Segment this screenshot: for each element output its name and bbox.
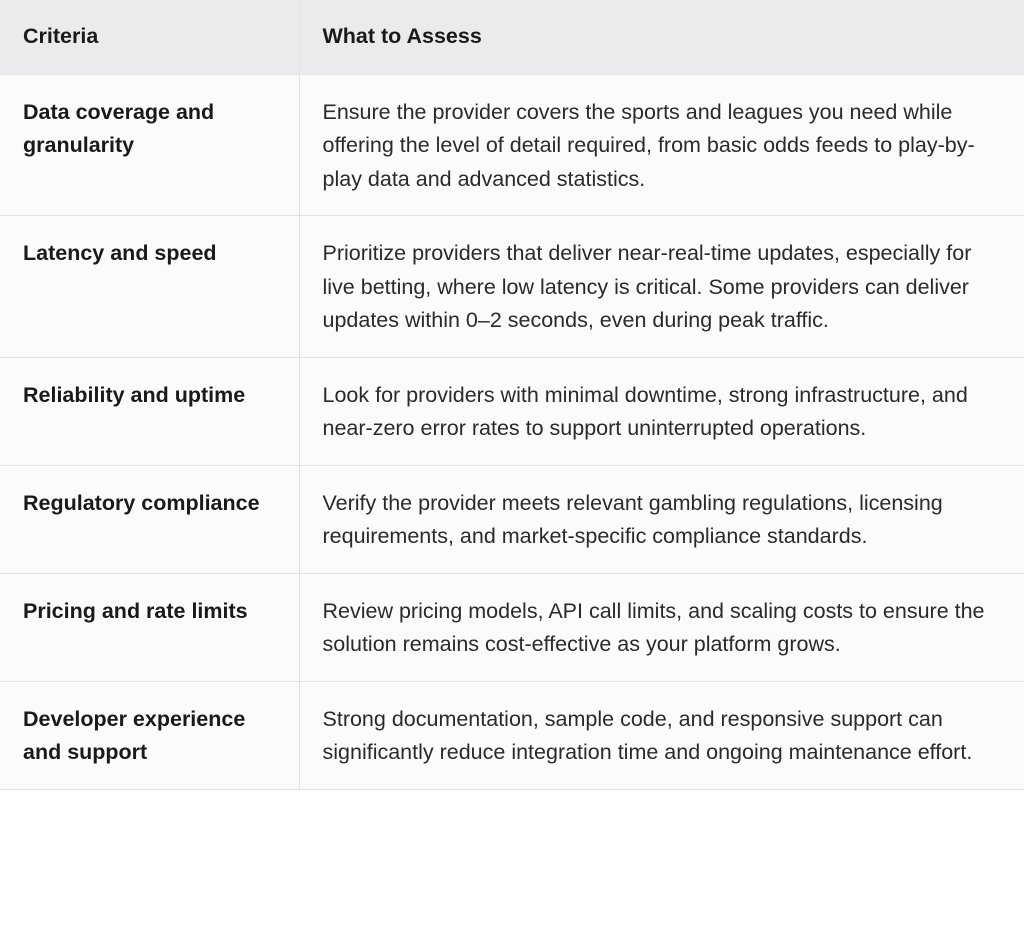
table-body xyxy=(0,74,1024,789)
header-row xyxy=(0,0,1024,74)
criterion-cell: Developer experience and support xyxy=(0,681,299,789)
assessment-cell: Strong documentation, sample code, and responsive support can significantly reduce integration time and ongoing maintenance effort. xyxy=(299,681,1024,789)
table-row xyxy=(0,216,1024,358)
assessment-cell: Verify the provider meets relevant gambling regulations, licensing requirements, and market-specific compliance standards. xyxy=(299,465,1024,573)
table-row xyxy=(0,74,1024,216)
criterion-cell: Regulatory compliance xyxy=(0,465,299,573)
table-row xyxy=(0,357,1024,465)
header-what-to-assess: What to Assess xyxy=(299,0,1024,74)
assessment-cell: Ensure the provider covers the sports and leagues you need while offering the level of detail required, from basic odds feeds to play-by-play data and advanced statistics. xyxy=(299,74,1024,216)
criterion-cell: Reliability and uptime xyxy=(0,357,299,465)
table-row xyxy=(0,681,1024,789)
table-row xyxy=(0,465,1024,573)
criterion-cell: Latency and speed xyxy=(0,216,299,358)
assessment-cell: Review pricing models, API call limits, and scaling costs to ensure the solution remains cost-effective as your platform grows. xyxy=(299,573,1024,681)
table-row xyxy=(0,573,1024,681)
assessment-cell: Look for providers with minimal downtime, strong infrastructure, and near-zero error rates to support uninterrupted operations. xyxy=(299,357,1024,465)
criterion-cell: Data coverage and granularity xyxy=(0,74,299,216)
table-header xyxy=(0,0,1024,74)
assessment-cell: Prioritize providers that deliver near-real-time updates, especially for live betting, where low latency is critical. Some providers can deliver updates within 0–2 seconds, even during peak traffic. xyxy=(299,216,1024,358)
header-criteria: Criteria xyxy=(0,0,299,74)
criterion-cell: Pricing and rate limits xyxy=(0,573,299,681)
